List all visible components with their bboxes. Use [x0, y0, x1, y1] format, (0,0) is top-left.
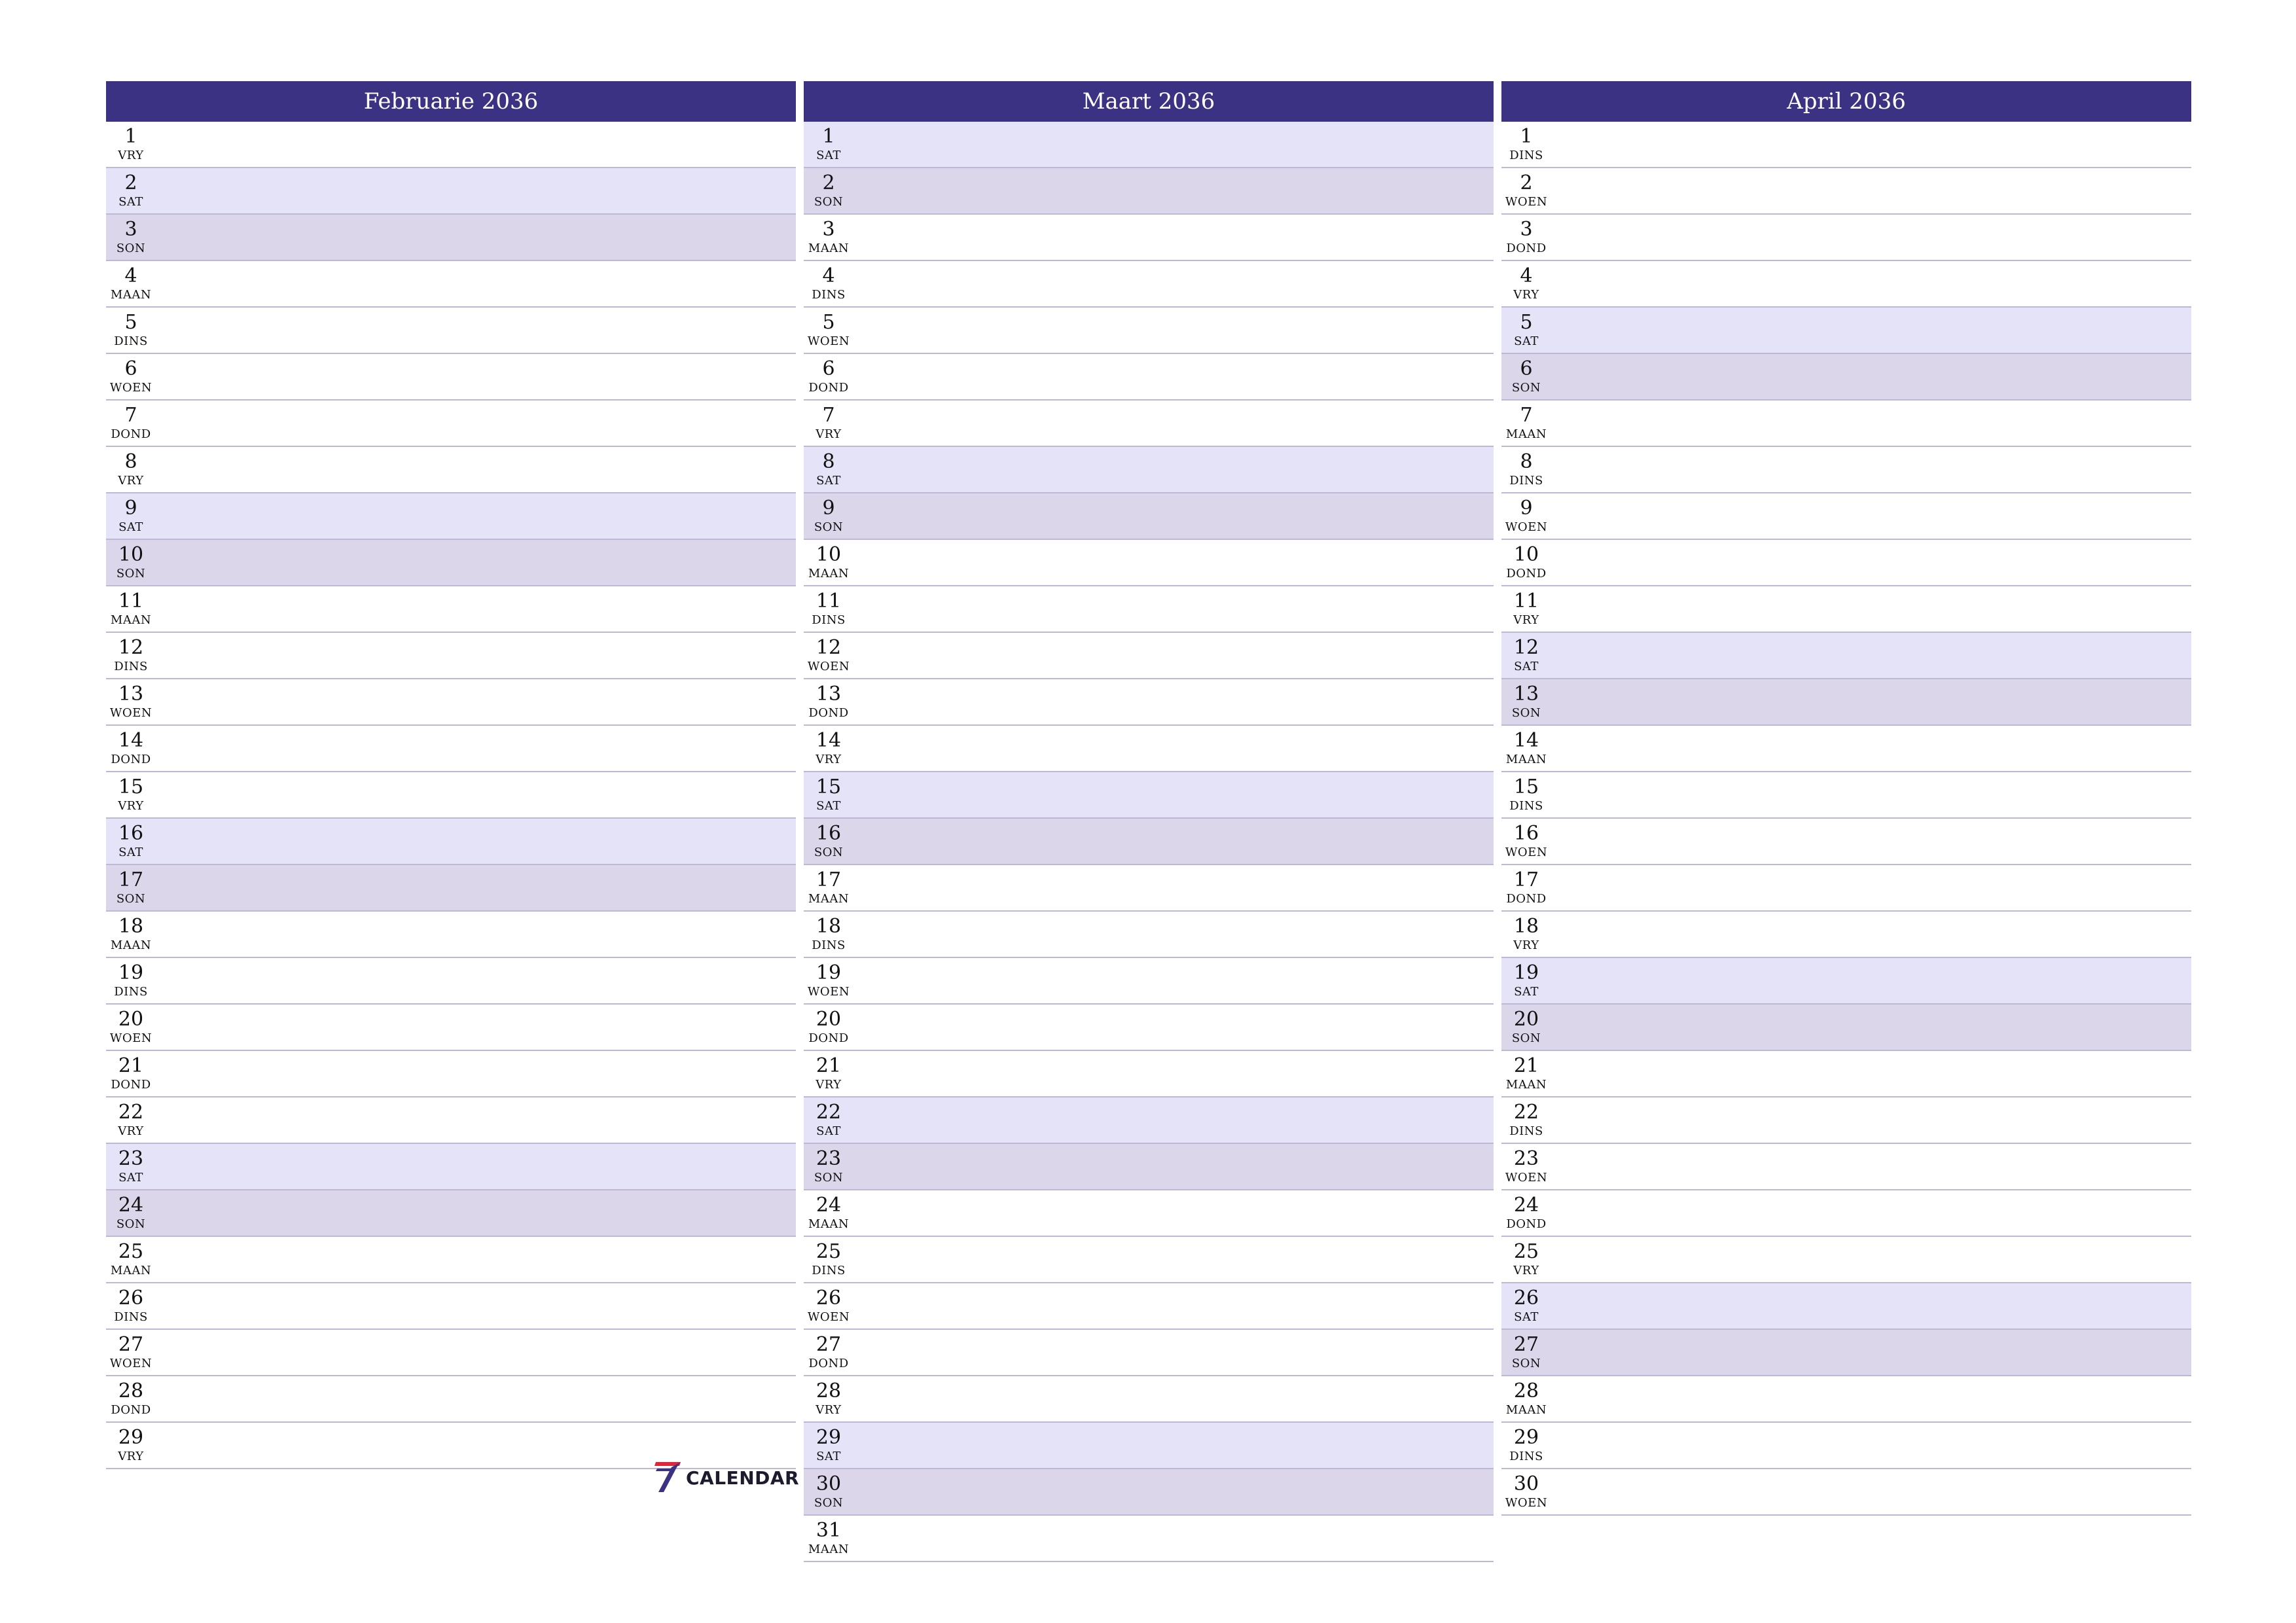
- day-name: DINS: [114, 1310, 148, 1324]
- day-number: 14: [816, 729, 842, 752]
- day-number: 12: [118, 636, 144, 659]
- day-number: 2: [124, 171, 137, 194]
- day-row: [804, 726, 1494, 772]
- day-number: 26: [118, 1287, 144, 1310]
- day-name: SAT: [1514, 660, 1539, 673]
- day-name: VRY: [118, 1450, 144, 1463]
- day-row: [804, 958, 1494, 1005]
- day-row: [106, 354, 796, 401]
- day-row: [1501, 215, 2191, 261]
- month-title: Februarie 2036: [106, 81, 796, 122]
- day-number: 9: [124, 497, 137, 520]
- day-number: 17: [1513, 868, 1539, 891]
- day-row: [804, 1051, 1494, 1097]
- day-name: SAT: [816, 1124, 841, 1138]
- day-row: [804, 772, 1494, 819]
- day-row: [106, 447, 796, 493]
- day-number: 25: [118, 1240, 144, 1263]
- day-name: DINS: [812, 613, 846, 627]
- day-row: [1501, 168, 2191, 215]
- day-name: MAAN: [110, 613, 152, 627]
- day-number: 5: [1520, 311, 1533, 334]
- day-row: [804, 1144, 1494, 1190]
- month-title: April 2036: [1501, 81, 2191, 122]
- day-name: SON: [116, 567, 146, 580]
- day-name: WOEN: [1505, 1171, 1548, 1185]
- day-name: SAT: [1514, 334, 1539, 348]
- day-name: DINS: [1509, 474, 1543, 488]
- day-number: 25: [816, 1240, 842, 1263]
- day-name: SAT: [118, 1171, 143, 1185]
- day-number: 23: [1513, 1147, 1539, 1170]
- day-row: [106, 772, 796, 819]
- day-name: MAAN: [808, 1217, 850, 1231]
- day-name: DINS: [114, 660, 148, 673]
- day-row: [1501, 1190, 2191, 1237]
- day-number: 3: [124, 218, 137, 241]
- logo-text: CALENDAR: [686, 1467, 800, 1489]
- day-number: 6: [124, 357, 137, 380]
- day-name: MAAN: [1505, 1403, 1547, 1417]
- day-row: [1501, 679, 2191, 726]
- day-row: [1501, 1283, 2191, 1330]
- day-number: 24: [1513, 1194, 1539, 1217]
- day-row: [804, 215, 1494, 261]
- day-name: SAT: [816, 799, 841, 813]
- day-row: [804, 1283, 1494, 1330]
- day-name: DINS: [1509, 149, 1543, 162]
- day-name: DINS: [812, 938, 846, 952]
- day-name: DINS: [114, 334, 148, 348]
- day-number: 9: [1520, 497, 1533, 520]
- day-name: WOEN: [1505, 195, 1548, 209]
- day-row: [804, 447, 1494, 493]
- day-name: MAAN: [1505, 1078, 1547, 1092]
- day-name: VRY: [1513, 938, 1539, 952]
- day-number: 26: [816, 1287, 842, 1310]
- day-number: 8: [822, 450, 835, 473]
- day-number: 19: [816, 961, 842, 984]
- day-number: 4: [124, 264, 137, 287]
- day-number: 24: [118, 1194, 144, 1217]
- day-row: [804, 261, 1494, 308]
- day-row: [1501, 1469, 2191, 1516]
- day-row: [106, 1237, 796, 1283]
- day-name: DOND: [1506, 892, 1547, 906]
- day-name: DINS: [812, 1264, 846, 1277]
- day-row: [1501, 912, 2191, 958]
- day-number: 20: [1513, 1008, 1539, 1031]
- day-name: SON: [814, 1496, 844, 1510]
- day-number: 7: [822, 404, 835, 427]
- day-row: [1501, 1051, 2191, 1097]
- day-number: 8: [1520, 450, 1533, 473]
- day-name: VRY: [118, 1124, 144, 1138]
- day-number: 23: [118, 1147, 144, 1170]
- day-name: WOEN: [1505, 846, 1548, 859]
- day-row: [804, 865, 1494, 912]
- day-name: VRY: [118, 149, 144, 162]
- day-row: [106, 308, 796, 354]
- day-name: SAT: [118, 520, 143, 534]
- day-name: DOND: [1506, 241, 1547, 255]
- day-row: [106, 122, 796, 168]
- day-number: 23: [816, 1147, 842, 1170]
- day-number: 8: [124, 450, 137, 473]
- day-row: [1501, 958, 2191, 1005]
- day-row: [1501, 586, 2191, 633]
- day-number: 11: [1513, 590, 1539, 613]
- day-row: [804, 1097, 1494, 1144]
- day-number: 4: [822, 264, 835, 287]
- day-row: [1501, 1005, 2191, 1051]
- day-number: 2: [822, 171, 835, 194]
- day-name: MAAN: [808, 567, 850, 580]
- day-name: DINS: [1509, 799, 1543, 813]
- day-number: 17: [118, 868, 144, 891]
- day-number: 16: [816, 822, 842, 845]
- day-number: 22: [816, 1101, 842, 1124]
- day-list: [106, 122, 796, 1469]
- day-row: [804, 1330, 1494, 1376]
- day-number: 19: [118, 961, 144, 984]
- day-row: [804, 633, 1494, 679]
- day-row: [106, 540, 796, 586]
- day-number: 20: [816, 1008, 842, 1031]
- day-row: [1501, 726, 2191, 772]
- day-number: 19: [1513, 961, 1539, 984]
- day-name: SAT: [816, 149, 841, 162]
- day-name: DINS: [1509, 1450, 1543, 1463]
- day-row: [106, 679, 796, 726]
- day-number: 12: [1513, 636, 1539, 659]
- day-number: 10: [118, 543, 144, 566]
- day-number: 9: [822, 497, 835, 520]
- day-row: [1501, 308, 2191, 354]
- day-name: VRY: [118, 474, 144, 488]
- day-number: 5: [124, 311, 137, 334]
- day-name: MAAN: [110, 938, 152, 952]
- day-row: [106, 958, 796, 1005]
- day-name: SON: [1511, 706, 1541, 720]
- day-row: [804, 1237, 1494, 1283]
- day-row: [804, 1516, 1494, 1562]
- day-name: DOND: [1506, 1217, 1547, 1231]
- day-name: SAT: [1514, 1310, 1539, 1324]
- day-row: [1501, 1330, 2191, 1376]
- day-row: [1501, 865, 2191, 912]
- day-row: [106, 633, 796, 679]
- month-column-april: [1501, 81, 2191, 1516]
- day-name: VRY: [816, 753, 842, 766]
- day-name: DOND: [808, 1031, 849, 1045]
- day-number: 3: [1520, 218, 1533, 241]
- day-number: 11: [816, 590, 842, 613]
- day-number: 24: [816, 1194, 842, 1217]
- day-number: 29: [1513, 1426, 1539, 1449]
- day-row: [804, 1423, 1494, 1469]
- day-row: [1501, 1097, 2191, 1144]
- day-number: 6: [822, 357, 835, 380]
- day-row: [1501, 633, 2191, 679]
- day-name: WOEN: [807, 334, 850, 348]
- day-row: [804, 1005, 1494, 1051]
- day-name: SON: [1511, 1357, 1541, 1370]
- day-number: 1: [822, 125, 835, 148]
- day-name: VRY: [1513, 1264, 1539, 1277]
- day-name: WOEN: [807, 1310, 850, 1324]
- day-row: [106, 1376, 796, 1423]
- day-name: MAAN: [1505, 427, 1547, 441]
- day-number: 3: [822, 218, 835, 241]
- day-row: [1501, 1376, 2191, 1423]
- day-number: 2: [1520, 171, 1533, 194]
- day-name: DOND: [808, 1357, 849, 1370]
- day-number: 28: [816, 1380, 842, 1402]
- day-row: [106, 168, 796, 215]
- day-name: SAT: [816, 1450, 841, 1463]
- day-number: 18: [816, 915, 842, 938]
- day-row: [106, 1190, 796, 1237]
- day-number: 30: [1513, 1472, 1539, 1495]
- day-list: [804, 122, 1494, 1562]
- day-name: WOEN: [807, 985, 850, 999]
- day-row: [106, 586, 796, 633]
- day-row: [804, 122, 1494, 168]
- day-number: 7: [1520, 404, 1533, 427]
- day-number: 14: [118, 729, 144, 752]
- day-number: 15: [1513, 776, 1539, 798]
- day-number: 18: [118, 915, 144, 938]
- day-name: VRY: [816, 1078, 842, 1092]
- day-name: VRY: [1513, 288, 1539, 302]
- day-row: [106, 1330, 796, 1376]
- day-number: 21: [118, 1054, 144, 1077]
- day-name: VRY: [816, 1403, 842, 1417]
- day-number: 15: [816, 776, 842, 798]
- day-name: SON: [1511, 381, 1541, 395]
- day-row: [106, 401, 796, 447]
- day-row: [1501, 1423, 2191, 1469]
- day-row: [1501, 493, 2191, 540]
- day-row: [106, 1144, 796, 1190]
- day-name: SON: [814, 846, 844, 859]
- day-row: [1501, 122, 2191, 168]
- day-row: [1501, 772, 2191, 819]
- day-list: [1501, 122, 2191, 1516]
- day-number: 22: [118, 1101, 144, 1124]
- day-number: 27: [118, 1333, 144, 1356]
- day-name: SAT: [816, 474, 841, 488]
- day-row: [804, 168, 1494, 215]
- month-title: Maart 2036: [804, 81, 1494, 122]
- day-number: 31: [816, 1519, 842, 1542]
- day-row: [804, 354, 1494, 401]
- day-number: 27: [1513, 1333, 1539, 1356]
- day-row: [804, 586, 1494, 633]
- day-number: 16: [1513, 822, 1539, 845]
- day-name: SON: [814, 195, 844, 209]
- day-name: SAT: [118, 846, 143, 859]
- day-name: SON: [116, 892, 146, 906]
- day-name: DINS: [812, 288, 846, 302]
- day-name: DINS: [114, 985, 148, 999]
- day-row: [1501, 819, 2191, 865]
- day-number: 14: [1513, 729, 1539, 752]
- day-number: 13: [118, 683, 144, 705]
- day-name: MAAN: [808, 1543, 850, 1556]
- day-row: [804, 308, 1494, 354]
- day-row: [1501, 261, 2191, 308]
- day-row: [804, 679, 1494, 726]
- day-name: MAAN: [808, 241, 850, 255]
- day-number: 27: [816, 1333, 842, 1356]
- day-number: 11: [118, 590, 144, 613]
- day-number: 4: [1520, 264, 1533, 287]
- day-row: [106, 1283, 796, 1330]
- day-number: 21: [816, 1054, 842, 1077]
- day-row: [106, 1005, 796, 1051]
- day-name: WOEN: [109, 381, 152, 395]
- day-row: [1501, 447, 2191, 493]
- day-row: [106, 819, 796, 865]
- day-row: [804, 912, 1494, 958]
- calendar-logo[interactable]: [655, 1457, 800, 1496]
- day-name: DOND: [111, 1078, 151, 1092]
- day-name: WOEN: [109, 706, 152, 720]
- day-number: 25: [1513, 1240, 1539, 1263]
- day-name: SON: [814, 1171, 844, 1185]
- day-name: VRY: [1513, 613, 1539, 627]
- day-number: 28: [1513, 1380, 1539, 1402]
- day-name: DOND: [111, 427, 151, 441]
- day-row: [1501, 540, 2191, 586]
- day-number: 1: [1520, 125, 1533, 148]
- day-number: 1: [124, 125, 137, 148]
- day-number: 29: [118, 1426, 144, 1449]
- day-row: [804, 1190, 1494, 1237]
- day-number: 21: [1513, 1054, 1539, 1077]
- month-column-february: [106, 81, 796, 1469]
- day-row: [106, 1097, 796, 1144]
- day-name: SON: [814, 520, 844, 534]
- day-number: 30: [816, 1472, 842, 1495]
- day-row: [804, 1376, 1494, 1423]
- day-number: 17: [816, 868, 842, 891]
- day-row: [804, 540, 1494, 586]
- day-name: VRY: [816, 427, 842, 441]
- day-row: [804, 493, 1494, 540]
- day-name: DOND: [1506, 567, 1547, 580]
- day-name: SON: [116, 241, 146, 255]
- day-name: SON: [1511, 1031, 1541, 1045]
- day-row: [106, 726, 796, 772]
- day-number: 22: [1513, 1101, 1539, 1124]
- day-name: WOEN: [109, 1357, 152, 1370]
- day-name: WOEN: [1505, 1496, 1548, 1510]
- day-row: [804, 819, 1494, 865]
- day-number: 6: [1520, 357, 1533, 380]
- month-column-march: [804, 81, 1494, 1562]
- day-number: 26: [1513, 1287, 1539, 1310]
- day-name: MAAN: [808, 892, 850, 906]
- day-name: MAAN: [1505, 753, 1547, 766]
- day-number: 29: [816, 1426, 842, 1449]
- day-row: [106, 493, 796, 540]
- day-name: DOND: [111, 1403, 151, 1417]
- day-row: [804, 1469, 1494, 1516]
- day-number: 18: [1513, 915, 1539, 938]
- day-name: MAAN: [110, 1264, 152, 1277]
- day-row: [106, 261, 796, 308]
- day-name: WOEN: [807, 660, 850, 673]
- day-number: 10: [1513, 543, 1539, 566]
- day-row: [106, 912, 796, 958]
- day-number: 15: [118, 776, 144, 798]
- day-name: MAAN: [110, 288, 152, 302]
- day-number: 7: [124, 404, 137, 427]
- day-row: [106, 215, 796, 261]
- day-name: WOEN: [1505, 520, 1548, 534]
- day-number: 20: [118, 1008, 144, 1031]
- day-name: SAT: [1514, 985, 1539, 999]
- day-row: [1501, 401, 2191, 447]
- day-row: [106, 865, 796, 912]
- day-name: WOEN: [109, 1031, 152, 1045]
- day-name: DOND: [111, 753, 151, 766]
- day-name: DOND: [808, 706, 849, 720]
- day-number: 13: [816, 683, 842, 705]
- day-number: 10: [816, 543, 842, 566]
- day-row: [1501, 1144, 2191, 1190]
- day-name: VRY: [118, 799, 144, 813]
- day-row: [106, 1051, 796, 1097]
- day-number: 28: [118, 1380, 144, 1402]
- day-number: 5: [822, 311, 835, 334]
- day-row: [1501, 1237, 2191, 1283]
- day-row: [1501, 354, 2191, 401]
- day-name: SAT: [118, 195, 143, 209]
- day-number: 12: [816, 636, 842, 659]
- day-name: DINS: [1509, 1124, 1543, 1138]
- day-number: 13: [1513, 683, 1539, 705]
- day-row: [804, 401, 1494, 447]
- day-number: 16: [118, 822, 144, 845]
- calendar-7-logo-icon: [655, 1461, 683, 1493]
- day-name: SON: [116, 1217, 146, 1231]
- day-name: DOND: [808, 381, 849, 395]
